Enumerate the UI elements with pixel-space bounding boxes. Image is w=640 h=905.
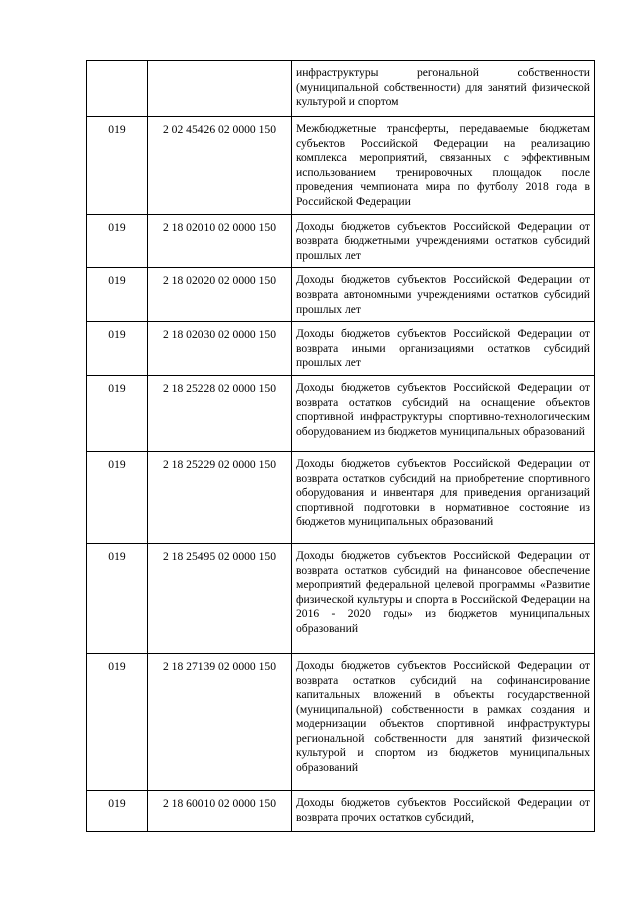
description-cell: инфраструктуры регональной собственности (муниципальной собственности) для занятий физической культурой и спортом (292, 61, 595, 117)
admin-code-cell (87, 61, 148, 117)
budget-code-cell: 2 18 25229 02 0000 150 (148, 451, 292, 543)
description-cell: Межбюджетные трансферты, передаваемые бюджетам субъектов Российской Федерации на реализацию комплекса мероприятий, связанных с эффективным использованием тренировочных площадок после проведения чемпионата мира по футболу 2018 года в Российской Федерации (292, 117, 595, 215)
description-cell: Доходы бюджетов субъектов Российской Федерации от возврата автономными учреждениями остатков субсидий прошлых лет (292, 268, 595, 322)
table-row (87, 61, 595, 117)
admin-code-cell: 019 (87, 451, 148, 543)
description-cell: Доходы бюджетов субъектов Российской Федерации от возврата остатков субсидий на приобретение спортивного оборудования и инвентаря для приведения организаций спортивной подготовки в нормативное состояние из бюджетов муниципальных образований (292, 451, 595, 543)
budget-code-cell: 2 18 02030 02 0000 150 (148, 322, 292, 376)
budget-code-cell: 2 18 25495 02 0000 150 (148, 543, 292, 653)
budget-code-cell: 2 02 45426 02 0000 150 (148, 117, 292, 215)
admin-code-cell: 019 (87, 214, 148, 268)
table-row (87, 543, 595, 653)
budget-code-cell: 2 18 02020 02 0000 150 (148, 268, 292, 322)
admin-code-cell: 019 (87, 790, 148, 831)
admin-code-cell: 019 (87, 543, 148, 653)
description-cell: Доходы бюджетов субъектов Российской Федерации от возврата остатков субсидий на оснащение объектов спортивной инфраструктуры спортивно-технологическим оборудованием из бюджетов муниципальных образований (292, 375, 595, 451)
budget-code-cell: 2 18 60010 02 0000 150 (148, 790, 292, 831)
table-row (87, 375, 595, 451)
budget-code-cell (148, 61, 292, 117)
admin-code-cell: 019 (87, 322, 148, 376)
budget-code-cell: 2 18 02010 02 0000 150 (148, 214, 292, 268)
table-row (87, 322, 595, 376)
table-row (87, 268, 595, 322)
budget-classification-table (86, 60, 595, 832)
table-row (87, 451, 595, 543)
description-cell: Доходы бюджетов субъектов Российской Федерации от возврата прочих остатков субсидий, (292, 790, 595, 831)
admin-code-cell: 019 (87, 268, 148, 322)
admin-code-cell: 019 (87, 653, 148, 790)
table-row (87, 653, 595, 790)
budget-code-cell: 2 18 27139 02 0000 150 (148, 653, 292, 790)
admin-code-cell: 019 (87, 375, 148, 451)
table-row (87, 214, 595, 268)
description-cell: Доходы бюджетов субъектов Российской Федерации от возврата остатков субсидий на финансовое обеспечение мероприятий федеральной целевой программы «Развитие физической культуры и спорта в Российской Федерации на 2016 - 2020 годы» из бюджетов муниципальных образований (292, 543, 595, 653)
table-row (87, 790, 595, 831)
table-row (87, 117, 595, 215)
description-cell: Доходы бюджетов субъектов Российской Федерации от возврата бюджетными учреждениями остатков субсидий прошлых лет (292, 214, 595, 268)
description-cell: Доходы бюджетов субъектов Российской Федерации от возврата остатков субсидий на софинансирование капитальных вложений в объекты государственной (муниципальной) собственности в рамках создания и модернизации объектов спортивной инфраструктуры региональной собственности для занятий физической культурой и спортом из бюджетов муниципальных образований (292, 653, 595, 790)
description-cell: Доходы бюджетов субъектов Российской Федерации от возврата иными организациями остатков субсидий прошлых лет (292, 322, 595, 376)
admin-code-cell: 019 (87, 117, 148, 215)
budget-code-cell: 2 18 25228 02 0000 150 (148, 375, 292, 451)
